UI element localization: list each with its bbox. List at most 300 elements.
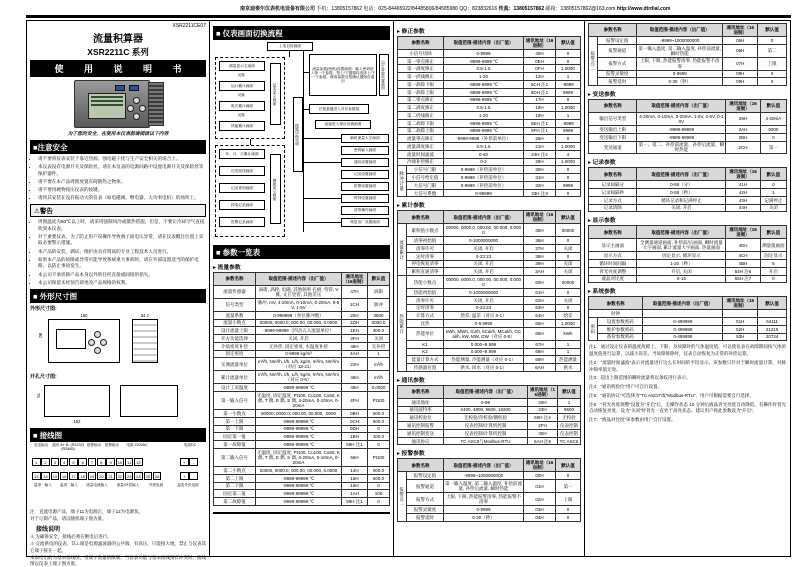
cell: 显示主画面	[589, 239, 637, 252]
cell: 循环记录和记满停止	[637, 196, 726, 204]
cell: 第二小数点	[214, 467, 256, 475]
cell: -9999-9999（补偿前单位）	[444, 135, 524, 143]
safety-tip-line: 为了您的安全，在使用本仪表前请阅读以下内容	[67, 132, 169, 137]
cell: 通讯波特率	[398, 406, 444, 414]
cell: 44H	[726, 204, 760, 212]
cell: 定时清零	[407, 252, 444, 260]
column-header: 取值范围-描述内容（出厂值）	[444, 385, 528, 398]
column-header: 通讯地址（16进制）	[343, 273, 367, 284]
company-qq: QQ：823832616	[459, 6, 498, 12]
cell: 0.000~9.999	[444, 348, 524, 356]
terminal-cell: 10	[116, 458, 125, 466]
cell: 0-59（秒）	[637, 189, 726, 197]
front-lcd	[56, 329, 86, 349]
list-item: • 如果本产品的故障或异常可能导致系统重大事故时，请在外部设置适当的保护电路，以防止事故发生。	[38, 257, 206, 270]
cell: 第二故障下限	[398, 119, 444, 127]
cell: 第二输入信号	[214, 448, 256, 466]
cell: 0	[556, 252, 581, 260]
list-item: • 请不要在本产品周围放置有碍散热之物体。	[38, 179, 206, 186]
list-item: • 请不要将仪表安装于靠近热源、强电磁干扰与生产安全相关的场合上。	[38, 156, 206, 163]
cell: 供水	[556, 364, 581, 372]
connector-line	[303, 162, 341, 163]
column-header: 通讯地址（16进制）	[524, 211, 556, 224]
cell: -9999-9999 ℃	[444, 88, 524, 96]
terminal-row-2b	[180, 472, 199, 480]
cell: 报警设定值	[407, 472, 444, 480]
cell: 冷端补偿修正	[398, 158, 444, 166]
connector-line	[303, 198, 341, 199]
cell: 5FH 注1	[524, 127, 556, 135]
cell: 0-9999	[444, 49, 524, 57]
cell: 59H 注1	[342, 498, 368, 506]
cell: 41H	[726, 181, 760, 189]
cell: 热能测量, 冷能测量（对应 0-1）	[444, 356, 524, 364]
cell: 07H	[723, 57, 758, 70]
cell: 清零许可	[407, 296, 444, 304]
cell: 48H	[342, 342, 368, 350]
cell: 39H	[524, 260, 556, 268]
cell: 9999	[556, 127, 581, 135]
flow-box: 报警设置画面	[341, 182, 389, 191]
cell: 第二下限	[214, 482, 256, 490]
instrument-key	[129, 85, 139, 91]
lcd-line	[91, 100, 123, 102]
cell: 固定第二值	[214, 490, 256, 498]
column-header: 参数名称	[589, 226, 637, 239]
terminal-group-label: 通讯 A+ B- (RS232)(RS485)	[52, 443, 84, 452]
cell: 0-9999	[444, 506, 524, 514]
cell: 1.0000	[556, 143, 581, 151]
flow-box: 测量显示主画面	[219, 61, 265, 71]
cell: 记录方式	[589, 196, 637, 204]
cell: 小信号门限	[407, 166, 444, 174]
column-header: 默认值	[556, 459, 581, 472]
cell: 固定第一值	[214, 433, 256, 441]
terminal-cell: 20	[97, 472, 106, 480]
list-item: 注5：“通讯协议”可选择为“TC ASCII”或“Modbus-RTU”，用户可根据需要自行选择。	[589, 392, 754, 398]
flow-box: 瞬时流量大字画面	[341, 134, 389, 143]
column-header: 默认值	[760, 226, 786, 239]
safety-list	[30, 156, 206, 202]
cell: 报警灵敏度	[407, 506, 444, 514]
column-header: 取值范围-描述内容（出厂值）	[444, 211, 524, 224]
cell: 比热	[407, 320, 444, 328]
terminal-cell: 3	[51, 458, 60, 466]
cell: 9600	[558, 406, 581, 414]
cell: 50H 注4	[528, 414, 558, 422]
cell: 0-59（分）	[637, 181, 726, 189]
cutout-rect	[120, 385, 178, 417]
cell: 第一输入温度, 第二输入温度, 补偿前流量, 瞬时热能	[638, 45, 722, 56]
cell: 热能累计	[398, 276, 407, 372]
cell: 设置参数密码	[598, 318, 643, 326]
cell: 24H 注2	[524, 150, 556, 158]
cell: -9999	[556, 81, 581, 89]
terminal-diagram	[30, 444, 206, 508]
cell: 09H	[723, 78, 758, 86]
cell: 报警方式	[407, 493, 444, 506]
cell: 9999	[556, 88, 581, 96]
cell: m³/h, Nm³/h, t/h, L/h, kg/m, m³/m, Nm³/m（对应 0-6）	[256, 371, 342, 384]
company-email: 邮箱：13805157862@163.com	[545, 6, 616, 12]
record-params-table	[588, 167, 787, 212]
cell: 记满停止	[760, 196, 786, 204]
cell: 26H	[524, 135, 556, 143]
cell: 0	[556, 289, 581, 297]
cell: 第二上限	[214, 474, 256, 482]
cell: 100	[368, 490, 390, 498]
column-header: 通讯地址（16进制）	[723, 297, 758, 310]
cell: 0-999999（单位脉冲数）	[256, 311, 342, 319]
cell: 4AH	[342, 350, 368, 358]
cutout-rect	[44, 385, 110, 417]
cell: 0-9999	[637, 70, 723, 78]
cell: 0BH	[342, 410, 368, 418]
cell: 0	[368, 441, 390, 449]
cell: 能量计算方式	[407, 356, 444, 364]
cell: 第一故障值	[214, 441, 256, 449]
cell: 通讯控制报警	[398, 422, 444, 430]
cell: 0-9999（补偿前单位）	[444, 166, 524, 174]
cell: 67H	[524, 340, 556, 348]
section-dimensions: ■ 外形尺寸图	[30, 289, 206, 303]
cell: 0-499999	[643, 318, 723, 326]
column-header: 参数名称	[398, 211, 444, 224]
cell: 19H	[524, 112, 556, 120]
column-header: 默认值	[760, 168, 786, 181]
terminal-group-label: 温度一输入	[34, 483, 52, 488]
terminal-group-label: 变送输出	[33, 443, 49, 448]
wiring-note-1: 注：直流电源产品，端子11为电源正，端子12为电源负。	[30, 509, 144, 515]
cell: 焓差	[556, 312, 581, 320]
column-params-1	[394, 21, 585, 556]
cell: 46H	[342, 371, 368, 384]
cell: 61H	[524, 289, 556, 297]
cell: 04H	[524, 513, 556, 521]
cell: 0-99999	[444, 189, 524, 197]
cell: 40H	[524, 49, 556, 57]
cell: 2400, 4800, 9600, 19200	[444, 406, 528, 414]
terminal-cell: 16	[60, 472, 69, 480]
column-header: 参数名称	[398, 459, 444, 472]
cell: 5EH 注1	[524, 119, 556, 127]
terminal-cell: 7	[88, 458, 97, 466]
terminal-cell: 1	[32, 458, 41, 466]
cell: 无温度, 固定温度, Pt100, Cu100, Cu50, K 偶, T 偶, E 偶, S 偶, 4-20mA, 0-10mA, 0-20mA	[257, 449, 340, 466]
cell: 报警灵敏度	[598, 70, 637, 78]
cell: 4BH	[726, 260, 760, 268]
column-header: 默认值	[556, 37, 581, 50]
column-header: 参数名称	[214, 273, 256, 286]
cell: 4FH	[342, 392, 368, 410]
system-params-table	[588, 296, 787, 341]
wiring-instructions-title: 接线说明	[36, 526, 61, 533]
cell: 00H	[524, 472, 556, 480]
cell: 06H	[723, 44, 758, 57]
cell: 关闭, 开启	[256, 335, 342, 343]
cell: 0-1000000000	[444, 237, 524, 245]
cell: 0-15	[637, 275, 726, 283]
up-button	[133, 97, 140, 104]
section-screen-flow: ■ 仪表画面切换流程	[213, 26, 390, 40]
cell: 68H	[524, 348, 556, 356]
cell: 0	[556, 506, 581, 514]
list-item: • 本公司保留未经预告即更改产品规格的权利。	[38, 280, 206, 287]
wiring-note	[30, 509, 206, 522]
terminal-cell: 12	[134, 458, 143, 466]
cell: 0	[760, 181, 786, 189]
cell: 62H	[524, 296, 556, 304]
cell: 1	[556, 348, 581, 356]
cell: 42H	[726, 189, 760, 197]
cell: 关闭	[368, 335, 390, 343]
cell: 第二故障上限	[398, 127, 444, 135]
cell: 08H	[723, 70, 758, 78]
cell: 2CH	[726, 141, 760, 154]
cell: 无校验	[558, 414, 581, 422]
terminal-cell: 26	[153, 472, 162, 480]
cell: 0-60	[444, 150, 524, 158]
list-item: 注1：通过设定仪表的温度故障上、下限，及故障时的气体温度值，可以使仪表在故障期间按气体的温度值进行运算，以减小误差。当故障排除时，仪表自动恢复为正常的补偿运算。	[589, 344, 786, 357]
cell: 0-499999	[643, 325, 723, 333]
list-item: • 请不要用硬物按压仪表的按键。	[38, 187, 206, 194]
cell: 累积直通清零	[407, 268, 444, 276]
flow-tab-param: 运行参数设置画面	[379, 54, 389, 96]
cell: 56H	[342, 448, 368, 466]
cell: 记录间隔秒	[589, 189, 637, 197]
alarm-params-label: ▸ 报警参数	[397, 451, 425, 458]
warning-list	[30, 219, 206, 286]
cell: 0	[368, 498, 390, 506]
accumulate-params-label: ▸ 累计参数	[397, 203, 425, 210]
company-tel: 电话：025-84465922/84485806/84585986	[363, 6, 458, 12]
cell: -9999-99999 ℃	[256, 417, 342, 425]
cell: 0.5-1.5	[444, 104, 524, 112]
cell: 0FH	[524, 65, 556, 73]
terminal-cell: 23	[125, 472, 134, 480]
header-rule	[26, 15, 791, 18]
cell: 热能小数点	[407, 276, 444, 289]
cell: TC ASCII与Modbus-RTU	[444, 437, 528, 445]
cell: 45H	[342, 384, 368, 392]
cell: 0-2	[444, 158, 524, 166]
cell: 0	[760, 133, 786, 141]
cell: 0	[556, 135, 581, 143]
cell: -9999-99999 ℃	[256, 474, 342, 482]
column-header: 通讯地址（16进制）	[726, 100, 760, 113]
cell: K2	[407, 348, 444, 356]
cell: 大信号系数	[407, 189, 444, 197]
cell: 固定密度	[214, 350, 256, 358]
cell: 关闭	[760, 204, 786, 212]
cell: 20H	[528, 398, 558, 406]
cell: 关闭, 开启	[444, 245, 524, 253]
cell: 热能初始值	[407, 289, 444, 297]
cell: -9999-9999 ℃	[444, 119, 524, 127]
cell: 0	[556, 304, 581, 312]
cell: 设计工况温度	[214, 384, 256, 392]
cell: 仪表控制	[558, 429, 581, 437]
cell: 定时清零	[407, 304, 444, 312]
column-header: 取值范围-描述内容（出厂值）	[643, 297, 723, 310]
cell: 通讯校验位	[398, 414, 444, 422]
column-header: 默认值	[556, 211, 581, 224]
column-header: 通讯地址（16进制）	[528, 385, 558, 398]
cell: 1	[368, 350, 390, 358]
flow-box-param: 流量参数(密码)设置画面：输入密码进入第一个参数，按上/下键循环选择上/下一个参数，修改参数后按确认键保存退出	[309, 54, 377, 96]
cell: 流量传感器	[214, 285, 256, 298]
column-header: 参数名称	[589, 297, 643, 310]
cell: 仪表控制/计算机控制	[444, 429, 528, 437]
cell: 备份参数密码	[598, 333, 643, 341]
cutout-width: 152	[73, 419, 81, 425]
cell: 21H	[524, 143, 556, 151]
cell: 0	[556, 166, 581, 174]
cell: 上限, 下限, 热能报警清零, 热能报警不清零	[444, 493, 524, 506]
cell: 00000, 0000.0, 000.00, 00.000, 0.0000	[444, 276, 524, 289]
cell: 介质密度补偿	[214, 342, 256, 350]
cell: 第一下限	[214, 425, 256, 433]
wiring-paragraph: 本表给出的为基本接线图，受端子数量的限制，当仪表功能与基本接线图有冲突时，接线图以仪表上端子图为准。	[30, 554, 206, 567]
flow-box: 年、月、日累计画面	[219, 149, 265, 159]
cell: -9999-99999 ℃	[256, 441, 342, 449]
column-header: 通讯地址（16进制）	[524, 459, 556, 472]
cell: 报警延时	[598, 78, 637, 86]
flow-box: 历史曲线画面	[219, 166, 265, 176]
terminal-cell: 11	[125, 458, 134, 466]
cell: 报警点二	[589, 36, 598, 85]
cell: 1EH	[342, 327, 368, 335]
cell: 000.0	[368, 467, 390, 475]
cell: 0.000~9.999	[444, 340, 524, 348]
terminal-cell: 9	[106, 458, 115, 466]
cell: 00000, 0000.0, 000.00, 00.000, 0.0000	[444, 224, 524, 237]
cell: 30H	[524, 166, 556, 174]
cell: 1DH	[342, 319, 368, 327]
cell: 52H	[723, 325, 758, 333]
column-header: 参数名称	[398, 37, 444, 50]
manual-title-bar: 使 用 说 明 书	[30, 60, 206, 77]
cell: 01H	[524, 480, 556, 493]
section-wiring: ■ 接线图	[30, 428, 206, 442]
terminal-cell: 5	[69, 458, 78, 466]
terminal-group-label: 电源 220VAC	[126, 443, 148, 448]
cell: 12H	[524, 73, 556, 81]
terminal-cell: 15	[51, 472, 60, 480]
cell: 55H 注7	[726, 275, 760, 283]
cell: 2FH	[528, 422, 558, 430]
cell: 36H	[524, 237, 556, 245]
cell: 1.0000	[556, 320, 581, 328]
list-item: 注2：“流量时间滤波”表示对流量进行这么长时间的平均显示。该参数只针对于瞬时流量计算，对脉冲频率值无效。	[589, 359, 786, 372]
flow-box: 直接进入相应设置画面	[315, 120, 371, 129]
cell: 02H	[524, 493, 556, 506]
dim-depth: 34.1	[140, 313, 150, 319]
cell: 53H	[723, 333, 758, 341]
cell: 0.5-1.5	[444, 143, 524, 151]
cell: 1-20	[444, 112, 524, 120]
cell: 1.0000	[556, 104, 581, 112]
cell: 无校验/奇校验/偶校验	[444, 414, 528, 422]
cell: 0000.0	[368, 319, 390, 327]
list-item: • 本公司不承担除产品本身以外的任何直接或间接的损失。	[38, 272, 206, 279]
cell: 25H	[342, 311, 368, 319]
column-header: 通讯地址（16进制）	[726, 226, 760, 239]
list-item: • 对于重要仪表，为了防止用户误操作导致端子间电压异常，请在仪表醒目位置上采取必要警示措施。	[38, 234, 206, 247]
cell: 通讯地址	[398, 398, 444, 406]
terminal-cell: 4	[60, 458, 69, 466]
section-safety: ■注意安全	[30, 140, 206, 154]
cell: 1	[556, 112, 581, 120]
cell: 29H	[726, 113, 760, 126]
cell: m³/h	[368, 358, 390, 371]
cell: 脉冲计量	[398, 166, 407, 197]
list-item: • 本产品的安装、调试、维护由具有资质的专业工程技术人员进行。	[38, 249, 206, 256]
cell: 记录清除	[589, 204, 637, 212]
cell: 关闭, 开启	[444, 260, 524, 268]
cell: -9999-99999 ℃	[256, 425, 342, 433]
cell: -9999-99999 ℃	[256, 433, 342, 441]
cell: 涡街	[368, 285, 390, 298]
cell: 上限, 下限, 热能报警清零, 热能报警不清零	[637, 57, 723, 70]
cell: 300.0	[368, 327, 390, 335]
cell: 1BH	[342, 433, 368, 441]
cell: -9999-99999	[637, 125, 726, 133]
flow-box: 密码输入画面	[341, 146, 389, 155]
cell: TC ASCII	[558, 437, 581, 445]
flow-box: 时钟设置画面	[341, 194, 389, 203]
cell: 变送通道	[589, 141, 637, 154]
transmit-params-table	[588, 99, 787, 154]
connector-line	[303, 222, 341, 223]
accumulate-params-table	[397, 210, 581, 371]
terminal-group-label: 报警输出	[104, 443, 120, 448]
lcd-line	[91, 104, 123, 106]
terminal-group-label: 外供电源	[148, 483, 164, 488]
cell: 23H	[528, 406, 558, 414]
terminal-group-label: 流量/补偿输入	[116, 483, 140, 488]
cell: 0-1000000000	[444, 289, 524, 297]
cell: 第二故障值	[214, 498, 256, 506]
cell: 流量累计	[398, 224, 407, 276]
cell: 流量满度修正	[398, 143, 444, 151]
column-header: 取值范围-描述内容（出厂值）	[256, 273, 342, 286]
cell: 3AH	[524, 268, 556, 276]
flow-tab-basic: 基本显示画面	[270, 63, 281, 125]
cell: 第一故障上限	[398, 88, 444, 96]
cell: 32H	[524, 181, 556, 189]
cell: 1	[556, 73, 581, 81]
cell: 关闭	[556, 268, 581, 276]
cell: kWh, MWh, GJ/h, kCal/h, MCal/h, GCal/h, kW, MW, GW（对应 0-8）	[444, 327, 524, 340]
cell: 报警点一	[398, 472, 407, 521]
cell: 14H	[342, 467, 368, 475]
cell: m³/h	[368, 371, 390, 384]
cell: 6AH	[524, 364, 556, 372]
flow-box: 清零操作画面	[341, 206, 389, 215]
cell: 3FH	[342, 335, 368, 343]
cell: 关闭	[556, 260, 581, 268]
cell: 64111	[758, 318, 787, 326]
cell: 0	[556, 174, 581, 182]
cell: 5AH 注5	[528, 437, 558, 445]
cell: 输出信号类型	[589, 113, 637, 126]
cell: 0.5-1.5	[444, 65, 524, 73]
company-name: 南京迪泰尔仪表机电设备有限公司	[240, 6, 316, 12]
wiring-paragraph: ⚠ 为确保安全，接线必须在断电后进行。	[30, 533, 112, 539]
cell: 第一小数点	[214, 410, 256, 418]
cell: 0	[758, 36, 787, 44]
